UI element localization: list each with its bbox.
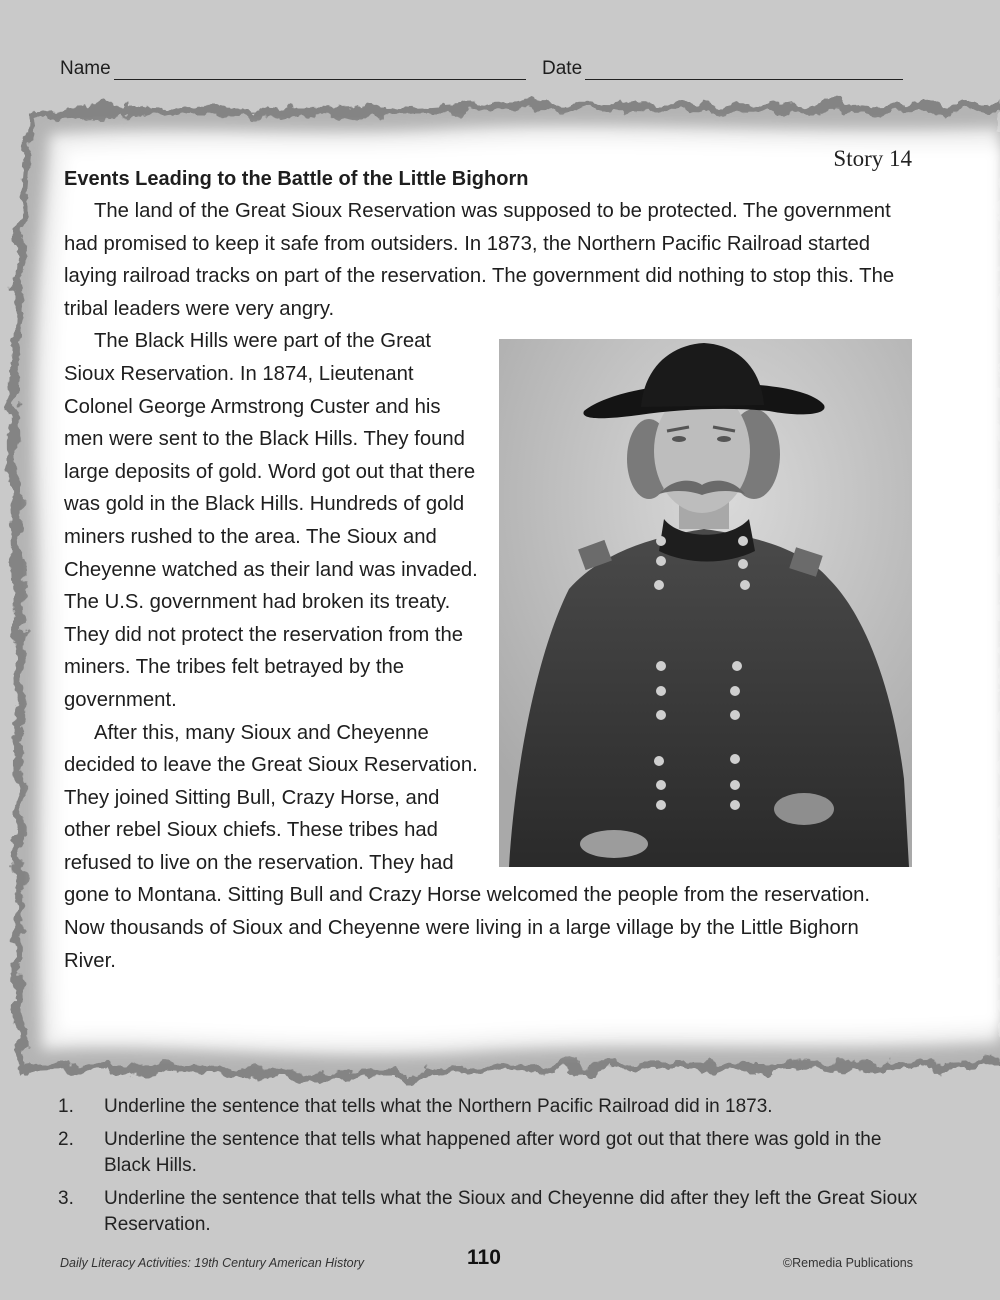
portrait-image bbox=[499, 339, 912, 867]
question-number: 2. bbox=[58, 1129, 74, 1150]
question-number: 1. bbox=[58, 1096, 74, 1117]
question-text: Underline the sentence that tells what the Sioux and Cheyenne did after they left the Great Sioux Reservation. bbox=[104, 1188, 918, 1235]
footer-book-title: Daily Literacy Activities: 19th Century American History bbox=[60, 1256, 365, 1270]
story-title: Events Leading to the Battle of the Little Bighorn bbox=[64, 168, 529, 190]
story-number: Story 14 bbox=[833, 146, 912, 171]
story-paragraph-3: After this, many Sioux and Cheyenne decided to leave the Great Sioux Reservation. They joined Sitting Bull, Crazy Horse, and other rebel Sioux chiefs. These tribes had refused to live on the reservation. They had gone to Montana. Sitting Bull and Crazy Horse welcomed the people from the reservation. Now thousands of Sioux and Cheyenne were living in a large village by the Little Bighorn River. bbox=[64, 721, 871, 972]
question-item bbox=[58, 1094, 928, 1120]
question-text: Underline the sentence that tells what the Northern Pacific Railroad did in 1873. bbox=[104, 1096, 773, 1117]
question-text: Underline the sentence that tells what happened after word got out that there was gold in the Black Hills. bbox=[104, 1129, 882, 1176]
story-paragraph-2: The Black Hills were part of the Great Sioux Reservation. In 1874, Lieutenant Colonel George Armstrong Custer and his men were sent to the Black Hills. They found large deposits of gold. Word got out that there was gold in the Black Hills. Hundreds of gold miners rushed to the area. The Sioux and Cheyenne watched as their land was invaded. The U.S. government had broken its treaty. They did not protect the reservation from the miners. The tribes felt betrayed by the government. bbox=[64, 330, 478, 711]
page-number: 110 bbox=[467, 1246, 501, 1269]
custer-portrait-photo bbox=[499, 339, 912, 867]
story-body bbox=[64, 163, 914, 977]
question-list bbox=[58, 1094, 928, 1245]
name-label: Name bbox=[60, 58, 111, 79]
question-item bbox=[58, 1127, 928, 1179]
question-number: 3. bbox=[58, 1188, 74, 1209]
footer-publisher: ©Remedia Publications bbox=[782, 1256, 913, 1270]
story-paragraph-1: The land of the Great Sioux Reservation was supposed to be protected. The government had promised to keep it safe from outsiders. In 1873, the Northern Pacific Railroad started laying railroad tracks on part of the reservation. The government did nothing to stop this. The tribal leaders were very angry. bbox=[64, 200, 895, 320]
question-item bbox=[58, 1186, 928, 1238]
date-label: Date bbox=[542, 58, 583, 79]
